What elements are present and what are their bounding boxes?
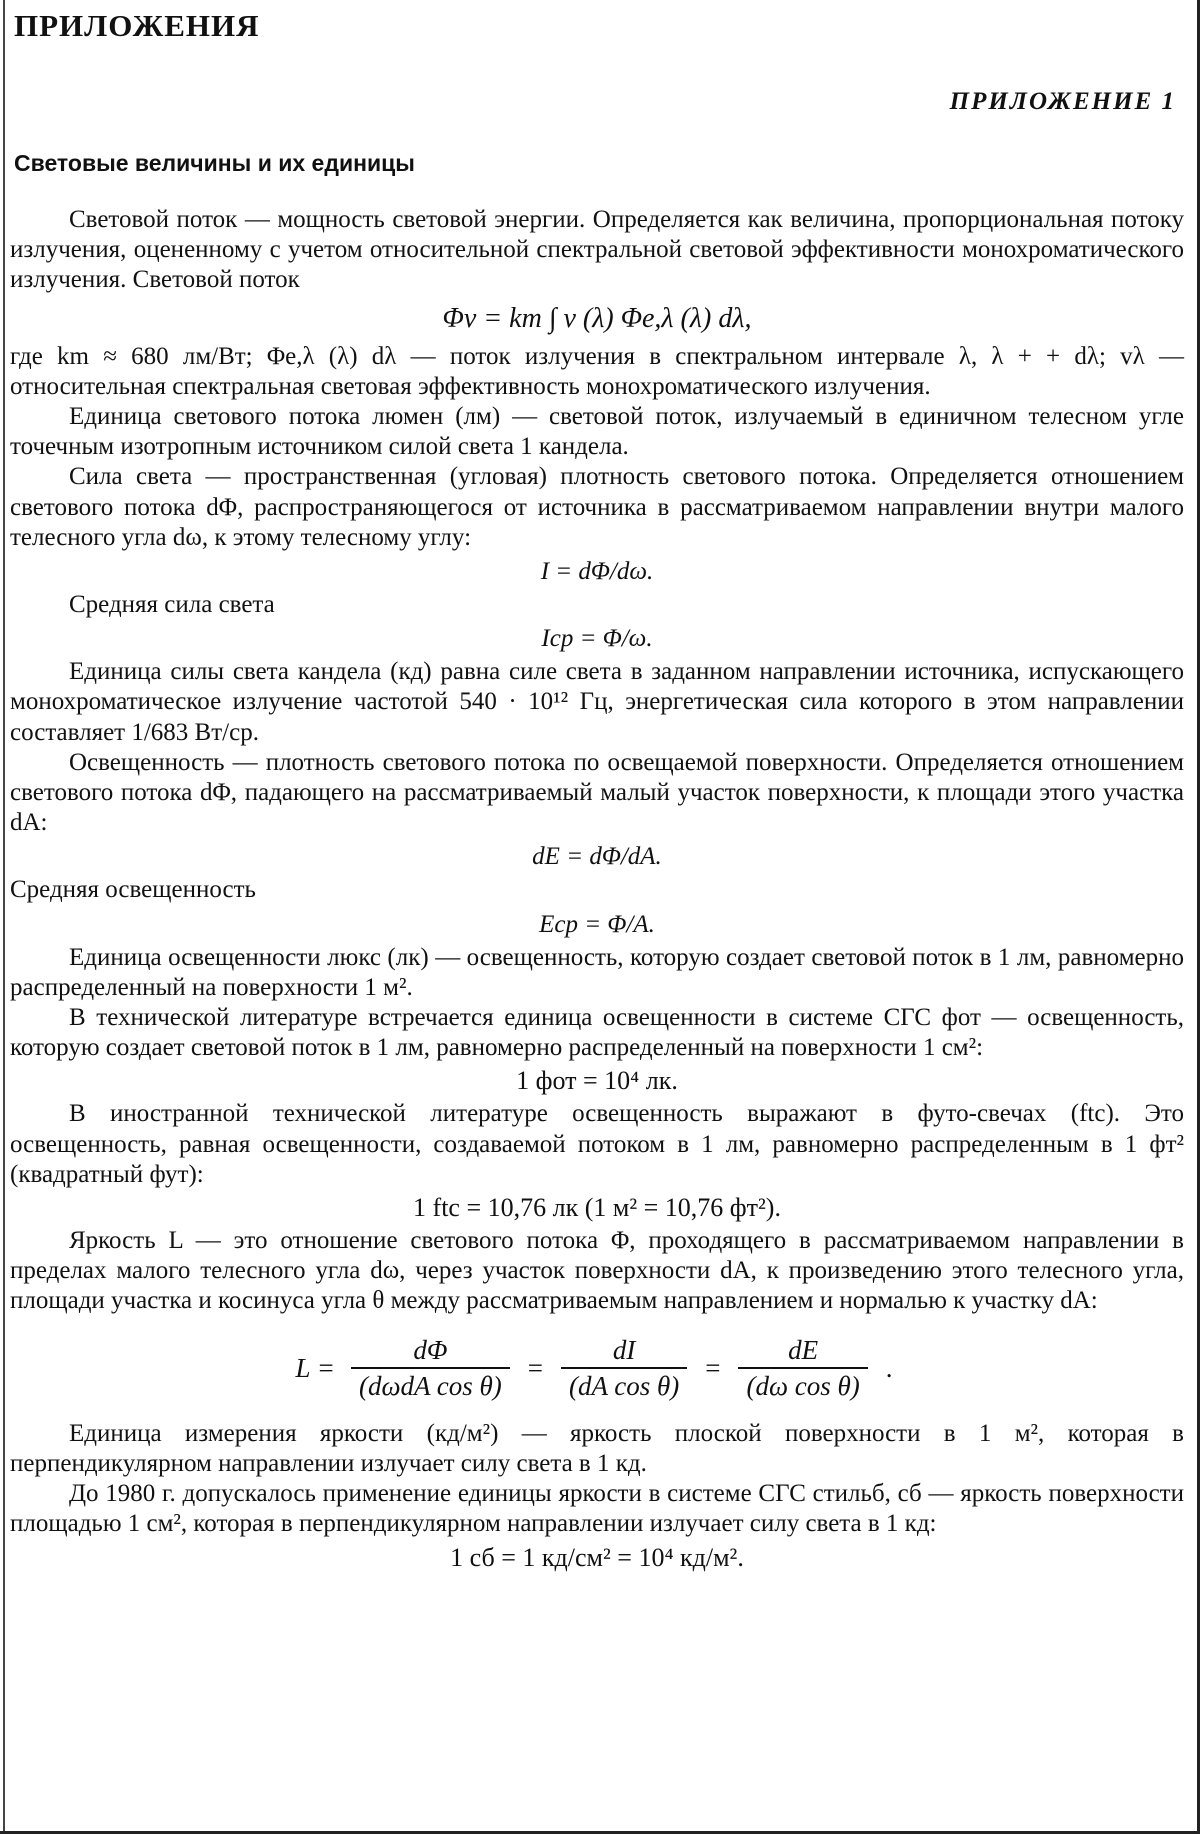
fraction-2-denominator: (dA cos θ) <box>561 1367 687 1403</box>
fraction-3-denominator: (dω cos θ) <box>738 1367 867 1403</box>
formula-luminous-flux: Φv = km ∫ v (λ) Φe,λ (λ) dλ, <box>442 302 752 334</box>
formula-phot: 1 фот = 10⁴ лк. <box>516 1066 678 1096</box>
left-border <box>3 0 5 1834</box>
fraction-2-numerator: dI <box>612 1334 636 1365</box>
fraction-2 <box>561 1333 687 1403</box>
paragraph-lumen: Единица светового потока люмен (лм) — световой поток, излучаемый в единичном телесном угле точечным изотропным источником силой света 1 кандела. <box>10 403 1184 461</box>
fraction-1-denominator: (dωdA cos θ) <box>351 1367 510 1403</box>
subsection-title: Световые величины и их единицы <box>14 150 415 176</box>
fraction-1-numerator: dΦ <box>413 1334 448 1365</box>
formula-stilb: 1 сб = 1 кд/см² = 10⁴ кд/м². <box>450 1542 744 1572</box>
paragraph-illuminance: Освещенность — плотность светового потока по освещаемой поверхности. Определяется отношением светового потока dΦ, падающего на рассматриваемый малый участок поверхности, к площади этого участка dA: <box>10 748 1184 837</box>
fraction-1 <box>351 1333 510 1403</box>
equals-sign-1: = <box>527 1352 543 1383</box>
formula-mean-illuminance: Eср = Φ/A. <box>539 910 655 938</box>
paragraph-mean-illuminance: Средняя освещенность <box>10 876 256 904</box>
formula-foot-candle: 1 ftc = 10,76 лк (1 м² = 10,76 фт²). <box>413 1193 781 1223</box>
paragraph-candela: Единица силы света кандела (кд) равна силе света в заданном направлении источника, испускающего монохроматическое излучение частотой 540 · 10¹² Гц, энергетическая сила которого в этом направлении составляет 1/683 Вт/ср. <box>10 658 1184 746</box>
formula-mean-intensity: Iср = Φ/ω. <box>541 625 653 653</box>
fraction-3-numerator: dE <box>788 1334 819 1365</box>
formula-luminance <box>10 1333 1184 1403</box>
paragraph-luminous-flux: Световой поток — мощность световой энергии. Определяется как величина, пропорциональная потоку излучения, оцененному с учетом относительной спектральной световой эффективности монохроматического излучения. Световой поток <box>10 206 1184 294</box>
paragraph-phot: В технической литературе встречается единица освещенности в системе СГС фот — освещенность, которую создает световой поток в 1 лм, равномерно распределенный на поверхности 1 см²: <box>10 1004 1184 1062</box>
formula-lhs: L = <box>295 1352 335 1383</box>
paragraph-luminance: Яркость L — это отношение светового потока Φ, проходящего в рассматриваемом направлении в пределах малого телесного угла dω, через участок поверхности dA, к произведению этого телесного угла, площади участка и косинуса угла θ между рассматриваемым направлением и нормалью к участку dA: <box>10 1227 1184 1315</box>
equals-sign-2: = <box>705 1352 721 1383</box>
fraction-3 <box>738 1333 867 1403</box>
formula-illuminance: dE = dΦ/dA. <box>532 843 662 871</box>
paragraph-flux-definitions: где km ≈ 680 лм/Вт; Φe,λ (λ) dλ — поток излучения в спектральном интервале λ, λ + + dλ; vλ — относительная спектральная световая эффективность монохроматического излучения. <box>10 342 1184 400</box>
formula-end-period: . <box>885 1352 893 1383</box>
document-body <box>10 205 1184 1576</box>
paragraph-lux: Единица освещенности люкс (лк) — освещенность, которую создает световой поток в 1 лм, равномерно распределенный на поверхности 1 м². <box>10 943 1184 1001</box>
paragraph-stilb: До 1980 г. допускалось применение единицы яркости в системе СГС стильб, сб — яркость поверхности площадью 1 см², которая в перпендикулярном направлении излучает силу света в 1 кд: <box>10 1480 1184 1538</box>
formula-intensity: I = dΦ/dω. <box>540 558 654 586</box>
section-title: ПРИЛОЖЕНИЯ <box>14 8 260 43</box>
paragraph-luminance-unit: Единица измерения яркости (кд/м²) — яркость плоской поверхности в 1 м², которая в перпендикулярном направлении излучает силу света в 1 кд. <box>10 1419 1184 1477</box>
paragraph-luminous-intensity: Сила света — пространственная (угловая) плотность светового потока. Определяется отношением светового потока dΦ, распространяющегося от источника в рассматриваемом направлении внутри малого телесного угла dω, к этому телесному углу: <box>10 463 1184 551</box>
paragraph-foot-candle: В иностранной технической литературе освещенность выражают в футо-свечах (ftc). Это освещенность, равная освещенности, создаваемой потоком в 1 лм, равномерно распределенным в 1 фт² (квадратный фут): <box>10 1100 1184 1188</box>
appendix-label: ПРИЛОЖЕНИЕ 1 <box>949 88 1176 115</box>
paragraph-mean-intensity: Средняя сила света <box>69 591 275 619</box>
